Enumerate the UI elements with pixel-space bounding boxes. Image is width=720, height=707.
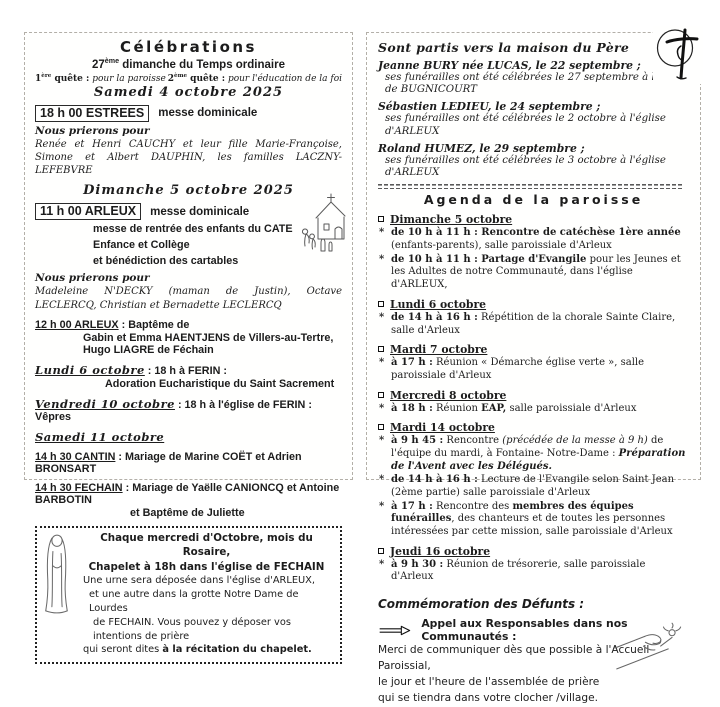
square-bullet-icon: [378, 392, 384, 398]
celebrations-title: Célébrations: [120, 38, 257, 56]
agenda-item: * à 9 h 30 : Réunion de trésorerie, salle paroissiale d'Arleux: [379, 558, 646, 583]
agenda-day-heading: Mercredi 8 octobre: [378, 389, 689, 402]
saturday-date-header: Samedi 4 octobre 2025: [93, 84, 284, 100]
arleux-mass-details: messe de rentrée des enfants du CATE Enfance et Collège et bénédiction des cartables: [93, 223, 293, 267]
sunday-date-header: Dimanche 5 octobre 2025: [83, 183, 294, 199]
appel-line-3: qui se tiendra dans votre clocher /village.: [378, 691, 598, 704]
square-bullet-icon: [378, 424, 384, 430]
commemoration-block: [378, 597, 689, 707]
prayer-intro-1: Nous prierons pour: [35, 124, 150, 137]
departed-name: Roland HUMEZ, le 29 septembre ;: [378, 141, 585, 155]
departed-name: Jeanne BURY née LUCAS, le 22 septembre ;: [378, 59, 641, 72]
first-quete: 1ère quête : pour la paroisse: [35, 72, 166, 84]
square-bullet-icon: [378, 548, 384, 554]
crucifix-icon: [653, 26, 703, 84]
agenda-item: * de 10 h à 11 h : Rencontre de catéchèse 1ère année (enfants-parents), salle paroissiale d'Arleux: [379, 227, 681, 252]
sunday-ordinary-subtitle: 27ème dimanche du Temps ordinaire: [92, 57, 285, 71]
agenda-day-heading: Dimanche 5 octobre: [378, 213, 689, 226]
cantin-wedding-event: 14 h 30 CANTIN : Mariage de Marine COËT et Adrien BRONSART: [35, 450, 302, 475]
departed-entry: [378, 100, 689, 137]
bapteme-event: 12 h 00 ARLEUX : Baptême de Gabin et Emma HAENTJENS de Villers-au-Tertre, Hugo LIAGRE de Féchain: [35, 319, 342, 356]
estrees-intentions: Renée et Henri CAUCHY et leur fille Marie-Françoise, Simone et Albert DAUPHIN, les familles LACZNY-LEFEBVRE: [35, 138, 342, 177]
adoration-label: Adoration Eucharistique du Saint Sacrement: [105, 377, 335, 390]
square-bullet-icon: [378, 301, 384, 307]
departed-detail: ses funérailles ont été célébrées le 2 octobre à l'église d'ARLEUX: [385, 113, 666, 137]
appel-line-1: Merci de communiquer dès que possible à l'Accueil Paroissial,: [378, 644, 650, 673]
agenda-item: * de 14 h à 16 h : Répétition de la chorale Sainte Claire, salle d'Arleux: [379, 311, 676, 336]
arleux-mass-row: 11 h 00 ARLEUX messe dominicale: [35, 203, 342, 220]
departed-detail: ses funérailles ont été célébrées le 27 septembre à l'église de BUGNICOURT: [385, 72, 688, 96]
departed-name: Sébastien LEDIEU, le 24 septembre ;: [378, 100, 601, 114]
agenda-item: * à 9 h 45 : Rencontre (précédée de la messe à 9 h) de l'équipe du mardi, à Fontaine- Notre-Dame : Préparation de l'Avent avec les Délégués.: [379, 435, 686, 472]
appel-line-2: le jour et l'heure de l'assemblée de prière: [378, 675, 600, 688]
arleux-intentions: Madeleine N'DECKY (maman de Justin), Octave LECLERCQ, Christian et Bernadette LECLERCQ: [35, 286, 342, 311]
arrow-right-icon: [378, 624, 411, 637]
agenda-day-heading: Mardi 7 octobre: [378, 343, 689, 356]
vendredi-vepres-event: Vendredi 10 octobre : 18 h à l'église de FERIN : Vêpres: [35, 396, 312, 423]
estrees-time-box: 18 h 00 ESTREES: [35, 105, 149, 122]
appel-row: Appel aux Responsables dans nos Communautés :: [378, 617, 689, 643]
agenda-day-heading: Mardi 14 octobre: [378, 421, 689, 434]
square-bullet-icon: [378, 216, 384, 222]
departed-title: Sont partis vers la maison du Père: [378, 40, 630, 55]
rosary-notice-box: [35, 526, 342, 665]
agenda-list: [378, 213, 689, 584]
departed-list: [378, 59, 689, 179]
departed-detail: ses funérailles ont été célébrées le 3 octobre à l'église d'ARLEUX: [385, 154, 666, 179]
agenda-title: Agenda de la paroisse: [423, 192, 644, 208]
hands-flowers-icon: [613, 619, 693, 675]
celebrations-panel: [24, 32, 353, 656]
prayer-intro-2: Nous prierons pour: [35, 272, 150, 285]
virgin-mary-icon: [39, 531, 75, 617]
arleux-mass-block: [35, 203, 342, 269]
commemoration-title: Commémoration des Défunts :: [378, 597, 585, 612]
church-children-icon: [302, 191, 348, 257]
rosary-text: Chaque mercredi d'Octobre, mois du Rosaire, Chapelet à 18h dans l'église de FECHAIN Une urne sera déposée dans l'église d'ARLEUX, et une autre dans la grotte Notre Dame de Lourdes de FECHAIN. Vous pouvez y déposer vos intentions de prière qui seront dites à la récitation du chapelet.: [83, 531, 325, 656]
agenda-item: * de 14 h à 16 h : Lecture de l'Evangile selon Saint Jean (2ème partie) salle paroissiale d'Arleux: [379, 474, 675, 499]
quetes-row: [35, 73, 342, 84]
arleux-time-box: 11 h 00 ARLEUX: [35, 203, 141, 220]
samedi11-header: Samedi 11 octobre: [35, 429, 165, 444]
lundi-adoration-event: Lundi 6 octobre : 18 h à FERIN : Adoration Eucharistique du Saint Sacrement: [35, 363, 342, 390]
departed-entry: [378, 142, 689, 179]
agenda-item: * à 17 h : Rencontre des membres des équipes funérailles, des chanteurs et de toutes les personnes intéressées par cette mission, salle paroissiale d'Arleux: [379, 500, 673, 538]
agenda-item: * à 17 h : Réunion « Démarche église verte », salle paroissiale d'Arleux: [379, 357, 645, 381]
agenda-item: * à 18 h : Réunion EAP, salle paroissiale d'Arleux: [379, 402, 637, 414]
fechain-wedding-event: 14 h 30 FECHAIN : Mariage de Yaëlle CANIONCQ et Antoine BARBOTIN et Baptême de Juliette: [35, 482, 342, 519]
fechain-bapteme-line: et Baptême de Juliette: [130, 506, 245, 519]
second-quete: 2ème quête : pour l'éducation de la foi: [167, 72, 342, 84]
equals-divider: [378, 184, 683, 189]
estrees-mass-row: 18 h 00 ESTREES messe dominicale: [35, 105, 342, 122]
agenda-day-heading: Lundi 6 octobre: [378, 298, 689, 311]
agenda-day-heading: Jeudi 16 octobre: [378, 545, 689, 558]
agenda-item: * de 10 h à 11 h : Partage d'Evangile pour les Jeunes et les Adultes de notre Communauté, dans l'église d'ARLEUX,: [379, 253, 681, 291]
departed-entry: [378, 59, 689, 96]
square-bullet-icon: [378, 346, 384, 352]
bapteme-names: Gabin et Emma HAENTJENS de Villers-au-Tertre, Hugo LIAGRE de Féchain: [83, 331, 334, 356]
agenda-panel: [366, 32, 701, 704]
